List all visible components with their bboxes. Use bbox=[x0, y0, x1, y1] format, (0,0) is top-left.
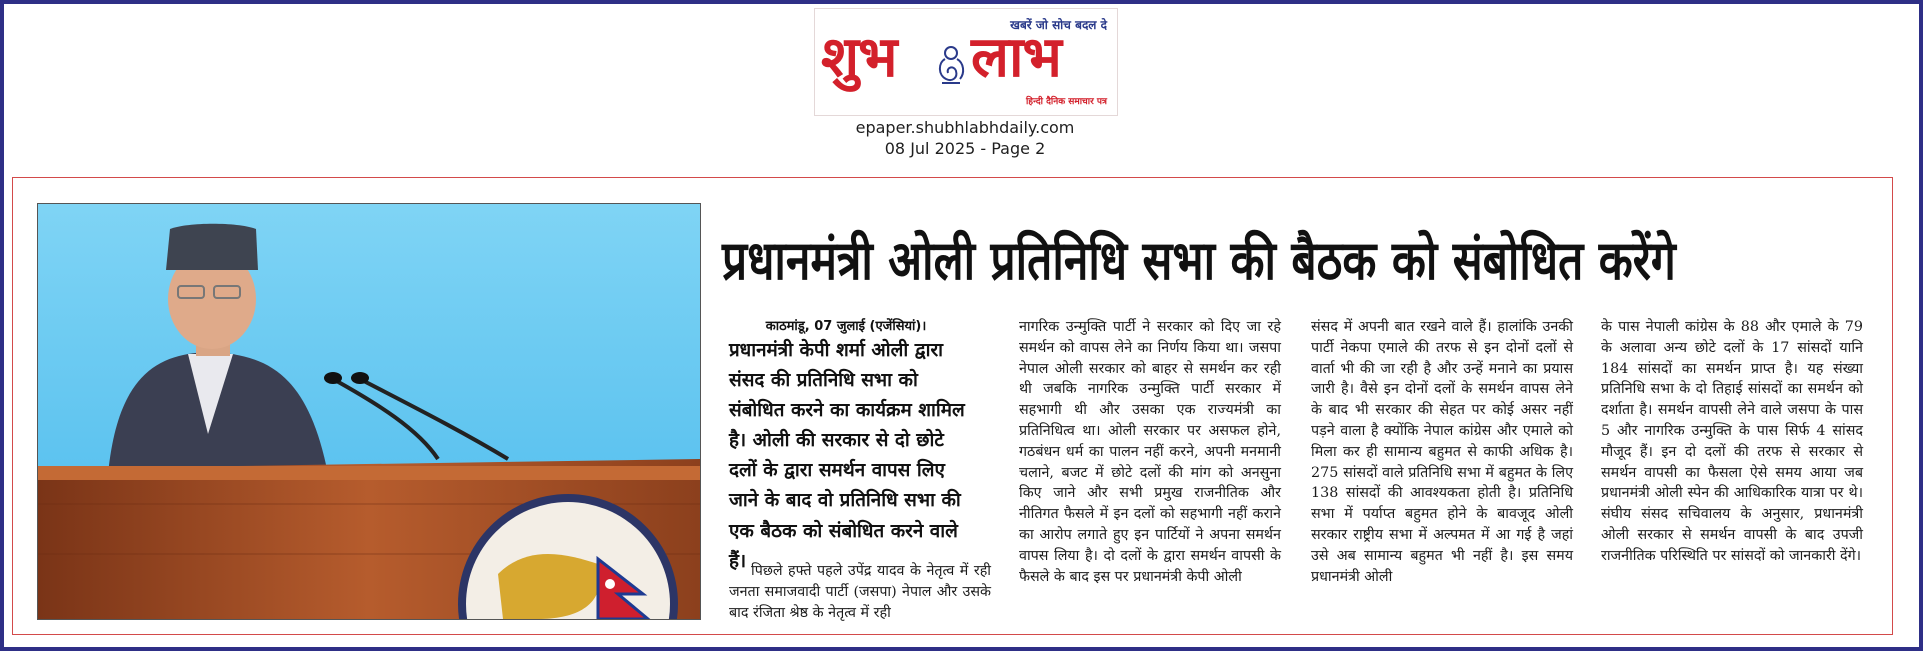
epaper-page bbox=[4, 4, 1919, 647]
article-column-4 bbox=[1601, 317, 1863, 567]
article-lead: प्रधानमंत्री केपी शर्मा ओली द्वारा संसद की प्रतिनिधि सभा को संबोधित करने का कार्यक्रम शामिल है। ओली की सरकार से दो छोटे दलों के द्वारा समर्थन वापस लिए जाने के बाद वो प्रतिनिधि सभा की एक बैठक को संबोधित करने वाले हैं। bbox=[729, 340, 965, 572]
article-column-1-text: पिछले हफ्ते पहले उपेंद्र यादव के नेतृत्व में रही जनता समाजवादी पार्टी (जसपा) नेपाल और उसके बाद रंजिता श्रेष्ठ के नेतृत्व में रही bbox=[729, 563, 991, 621]
site-url[interactable]: epaper.shubhlabhdaily.com bbox=[855, 118, 1075, 137]
article-headline: प्रधानमंत्री ओली प्रतिनिधि सभा की बैठक को संबोधित करेंगे bbox=[722, 229, 1676, 292]
masthead-logo[interactable] bbox=[814, 8, 1118, 116]
masthead-subtag: हिन्दी दैनिक समाचार पत्र bbox=[1025, 97, 1107, 107]
article-column-1 bbox=[729, 561, 991, 623]
article-column-3 bbox=[1311, 317, 1573, 587]
brand-wordmark bbox=[821, 23, 1061, 93]
article-column-3-text: संसद में अपनी बात रखने वाले हैं। हालांकि उनकी पार्टी नेकपा एमाले की तरफ से इन दोनों दलों से वार्ता भी की जा रही है और उन्हें मनाने का प्रयास जारी है। वैसे इन दोनों दलों के समर्थन वापस लेने के बाद भी सरकार की सेहत पर कोई असर नहीं पड़ने वाला है क्योंकि नेपाल कांग्रेस और एमाले को मिला कर ही सामान्य बहुमत से काफी अधिक है। 275 सांसदों वाले प्रतिनिधि सभा में बहुमत के लिए 138 सांसदों की आवश्यकता होती है। प्रतिनिधि सभा में पर्याप्त बहुमत होने के बावजूद ओली सरकार राष्ट्रीय सभा में अल्पमत में आ गई है जहां उसे अब सामान्य बहुमत भी नहीं है। इस समय प्रधानमंत्री ओली bbox=[1311, 319, 1573, 585]
article-column-2-text: नागरिक उन्मुक्ति पार्टी ने सरकार को दिए जा रहे समर्थन को वापस लेने का निर्णय किया था। जसपा नेपाल ओली सरकार को बाहर से समर्थन कर रही थी जबकि नागरिक उन्मुक्ति पार्टी सरकार में सहभागी थी और उसका एक राज्यमंत्री का प्रतिनिधित्व था। ओली सरकार पर असफल होने, गठबंधन धर्म का पालन नहीं करने, अपनी मनमानी चलाने, बजट में छोटे दलों की मांग को अनसुना किए जाने और सभी प्रमुख राजनीतिक और नीतिगत फैसले में इन दलों को सहभागी नहीं कराने का आरोप लगाते हुए इन पार्टियों ने अपना समर्थन वापस लिया है। दो दलों के द्वारा समर्थन वापसी के फैसले के बाद इस पर प्रधानमंत्री केपी ओली bbox=[1019, 319, 1281, 585]
article-dateline: काठमांडू, 07 जुलाई (एजेंसियां)। bbox=[765, 319, 927, 334]
article-column-2 bbox=[1019, 317, 1281, 587]
brand-word-labh: लाभ bbox=[971, 25, 1061, 90]
article-photo[interactable] bbox=[37, 203, 701, 620]
article-column-4-text: के पास नेपाली कांग्रेस के 88 और एमाले के 79 के अलावा अन्य छोटे दलों के 17 सांसदों यानि 184 सांसदों का समर्थन प्राप्त है। यह संख्या प्रतिनिधि सभा के दो तिहाई सांसदों का समर्थन को दर्शाता है। समर्थन वापसी लेने वाले जसपा के पास 5 और नागरिक उन्मुक्ति के पास सिर्फ 4 सांसद मौजूद हैं। इन दो दलों की तरफ से सरकार से समर्थन वापसी का फैसला ऐसे समय आया जब प्रधानमंत्री ओली स्पेन की आधिकारिक यात्रा पर थे। संघीय संसद सचिवालय के अनुसार, प्रधानमंत्री ओली सरकार से समर्थन वापसी के बाद उपजी राजनीतिक परिस्थिति पर सांसदों को जानकारी देंगे। bbox=[1601, 319, 1863, 564]
masthead-tagline: खबरें जो सोच बदल दे bbox=[1010, 18, 1107, 32]
brand-word-shubh: शुभ bbox=[821, 25, 897, 90]
ganesh-emblem-icon bbox=[932, 43, 970, 87]
edition-date: 08 Jul 2025 - Page 2 bbox=[884, 139, 1046, 158]
article-photo-illustration bbox=[38, 204, 700, 619]
